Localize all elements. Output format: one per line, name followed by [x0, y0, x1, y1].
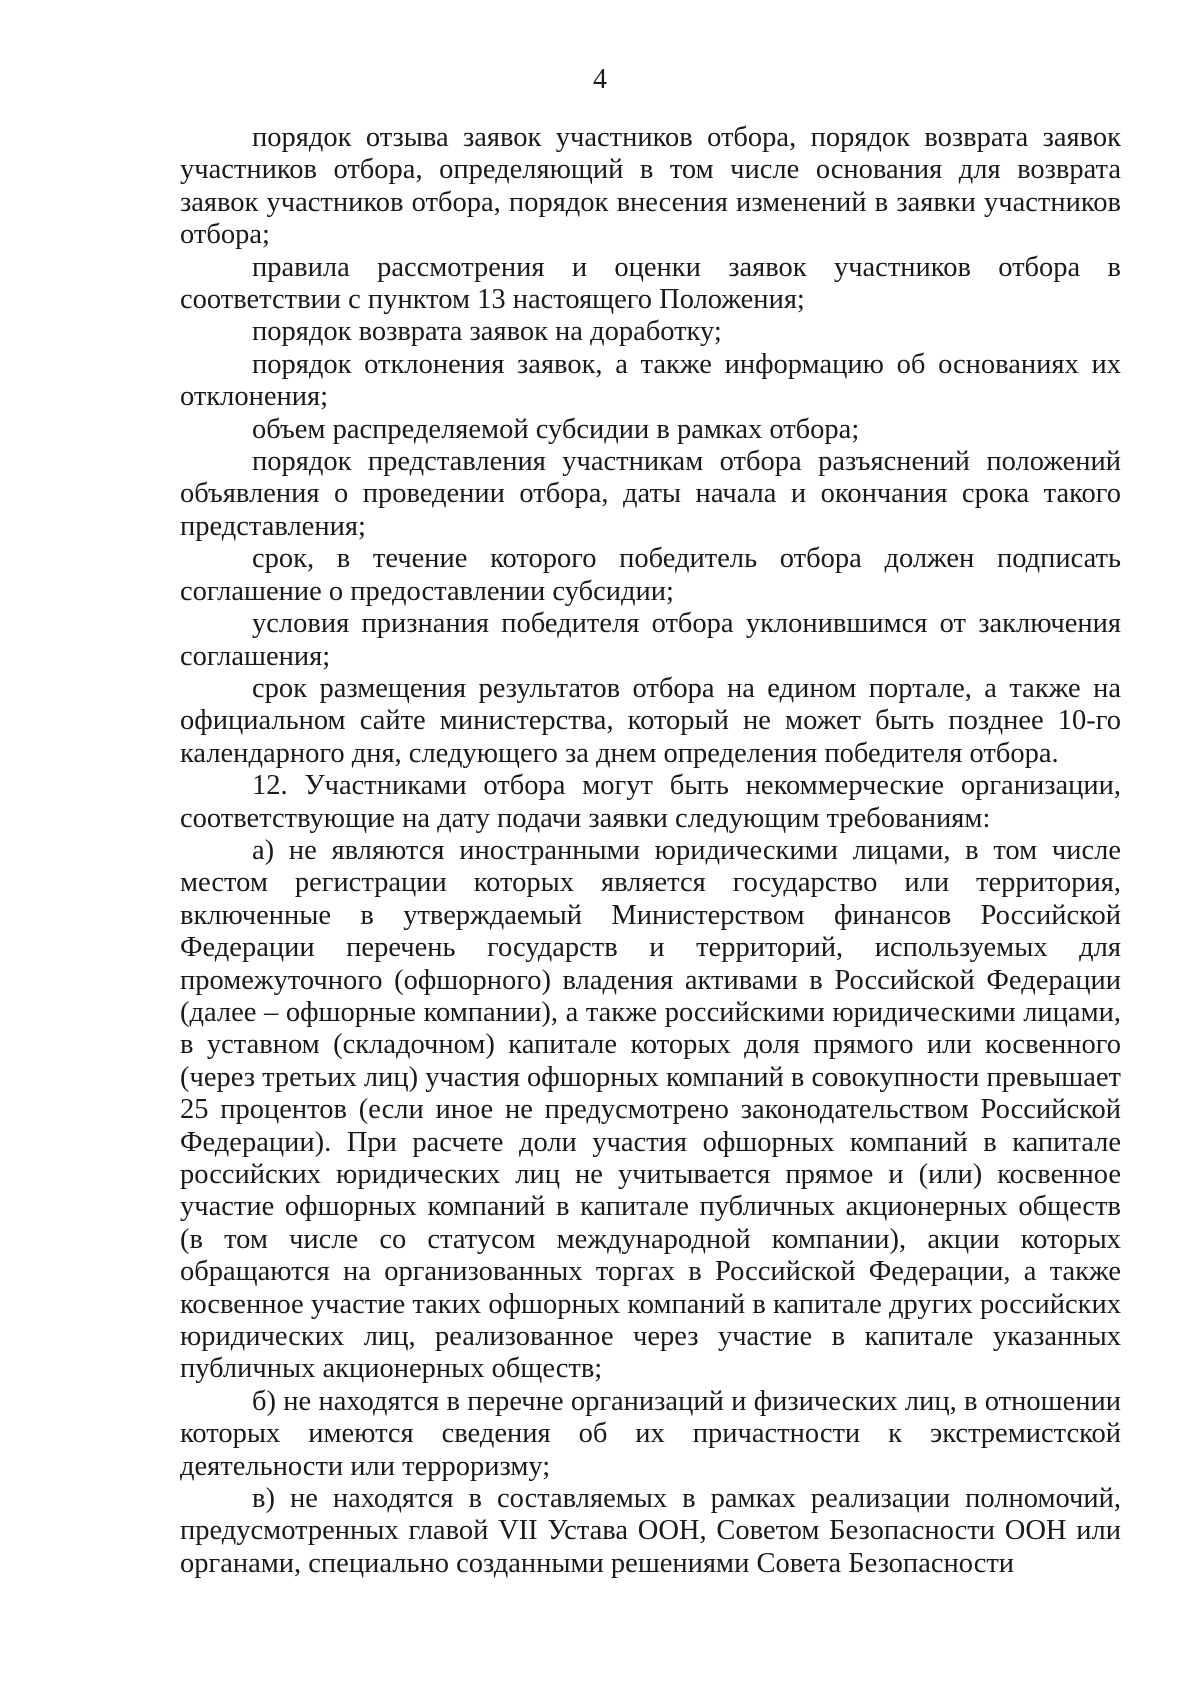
paragraph-requirement-a: а) не являются иностранными юридическими лицами, в том числе местом регистрации которых является государство или территория, включенные в утверждаемый Министерством финансов Российской Федерации перечень государств и территорий, используемых для промежуточного (офшорного) владения активами в Российской Федерации (далее – офшорные компании), а также российскими юридическими лицами, в уставном (складочном) капитале которых доля прямого или косвенного (через третьих лиц) участия офшорных компаний в совокупности превышает 25 процентов (если иное не предусмотрено законодательством Российской Федерации). При расчете доли участия офшорных компаний в капитале российских юридических лиц не учитывается прямое и (или) косвенное участие офшорных компаний в капитале публичных акционерных обществ (в том числе со статусом международной компании), акции которых обращаются на организованных торгах в Российской Федерации, а также косвенное участие таких офшорных компаний в капитале других российских юридических лиц, реализованное через участие в капитале указанных публичных акционерных обществ;	[180, 834, 1122, 1385]
paragraph-section-12: 12. Участниками отбора могут быть некоммерческие организации, соответствующие на дату подачи заявки следующим требованиям:	[180, 770, 1121, 834]
document-body	[180, 122, 1121, 1580]
paragraph-signing-deadline: срок, в течение которого победитель отбора должен подписать соглашение о предоставлении субсидии;	[180, 543, 1121, 607]
paragraph-return-for-revision: порядок возврата заявок на доработку;	[252, 316, 722, 348]
paragraph-results-publication: срок размещения результатов отбора на едином портале, а также на официальном сайте министерства, который не может быть позднее 10-го календарного дня, следующего за днем определения победителя отбора.	[180, 672, 1121, 769]
paragraph-withdrawal-procedure: порядок отзыва заявок участников отбора, порядок возврата заявок участников отбора, определяющий в том числе основания для возврата заявок участников отбора, порядок внесения изменений в заявки участников отбора;	[180, 122, 1121, 251]
paragraph-clarifications: порядок представления участникам отбора разъяснений положений объявления о проведении отбора, даты начала и окончания срока такого представления;	[180, 446, 1121, 542]
paragraph-review-rules: правила рассмотрения и оценки заявок участников отбора в соответствии с пунктом 13 настоящего Положения;	[180, 251, 1121, 316]
paragraph-evasion-conditions: условия признания победителя отбора уклонившимся от заключения соглашения;	[180, 608, 1121, 672]
paragraph-rejection-procedure: порядок отклонения заявок, а также информацию об основаниях их отклонения;	[180, 348, 1121, 413]
paragraph-requirement-v: в) не находятся в составляемых в рамках реализации полномочий, предусмотренных главой VII Устава ООН, Советом Безопасности ООН или органами, специально созданными решениями Совета Безопасности	[180, 1483, 1121, 1579]
paragraph-requirement-b: б) не находятся в перечне организаций и физических лиц, в отношении которых имеются сведения об их причастности к экстремистской деятельности или терроризму;	[180, 1385, 1121, 1482]
page-number: 4	[593, 64, 607, 95]
paragraph-subsidy-volume: объем распределяемой субсидии в рамках отбора;	[252, 413, 860, 445]
